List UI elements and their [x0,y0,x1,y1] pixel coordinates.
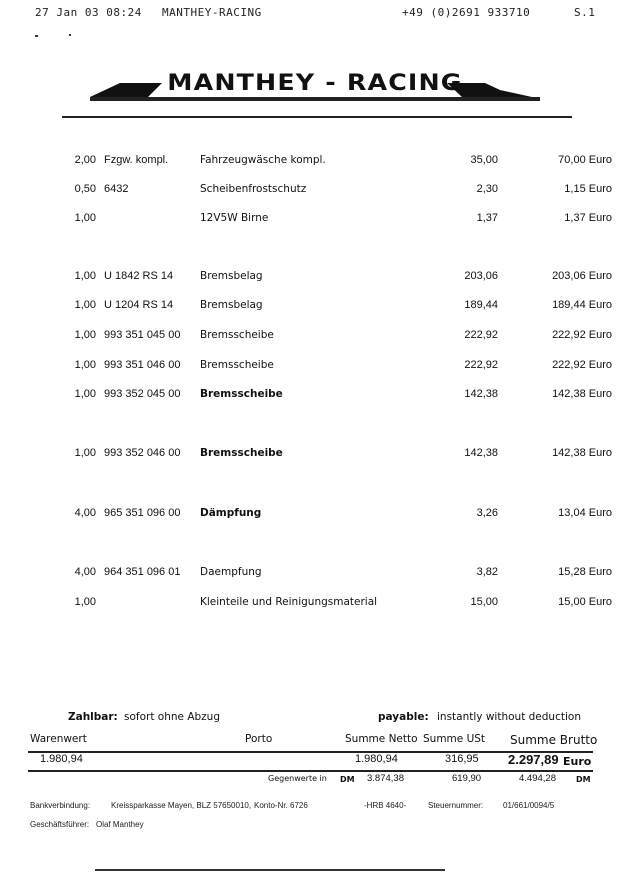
line-item [0,507,624,523]
payment-terms [0,711,624,727]
item-total: 15,28 Euro [558,566,612,578]
header-summe-netto: Summe Netto [345,733,418,745]
fax-page-number: S.1 [574,6,596,19]
bottom-divider [95,869,445,871]
item-article-number: 993 352 046 00 [104,447,181,459]
item-unit-price: 142,38 [464,447,498,459]
item-article-number: 993 351 046 00 [104,359,181,371]
logo-text: MANTHEY - RACING [167,71,463,96]
summary-header-row [0,733,624,749]
dm-currency-end: DM [576,775,591,784]
item-description: Fahrzeugwäsche kompl. [200,154,326,166]
item-description: Bremsscheibe [200,329,274,341]
line-item [0,270,624,286]
item-description: Daempfung [200,566,262,578]
item-quantity: 1,00 [74,329,96,341]
item-unit-price: 3,82 [476,566,498,578]
line-item [0,154,624,170]
line-item [0,566,624,582]
item-article-number: 964 351 096 01 [104,566,181,578]
header-summe-ust: Summe USt [423,733,486,745]
item-total: 1,37 Euro [564,212,612,224]
item-article-number: 993 352 045 00 [104,388,181,400]
payment-value-de: sofort ohne Abzug [124,711,220,723]
item-description: Dämpfung [200,507,262,519]
item-total: 222,92 Euro [552,359,612,371]
item-total: 13,04 Euro [558,507,612,519]
item-description: Bremsbelag [200,270,263,282]
fax-phone: +49 (0)2691 933710 [402,6,531,19]
manager-label: Geschäftsführer: [30,820,90,829]
item-unit-price: 35,00 [470,154,498,166]
item-quantity: 4,00 [74,566,96,578]
scan-speck [69,34,71,36]
header-warenwert: Warenwert [30,733,87,745]
line-item [0,183,624,199]
item-article-number: 993 351 045 00 [104,329,181,341]
item-unit-price: 3,26 [476,507,498,519]
summary-values-row [0,753,624,769]
item-quantity: 1,00 [74,359,96,371]
item-unit-price: 203,06 [464,270,498,282]
payment-value-en: instantly without deduction [437,711,581,723]
value-currency: Euro [563,755,592,768]
item-description: Bremsbelag [200,299,263,311]
dm-ust: 619,90 [452,773,482,784]
item-article-number: U 1842 RS 14 [104,270,174,282]
item-description: Scheibenfrostschutz [200,183,307,195]
line-item [0,299,624,315]
logo-underline [90,97,540,101]
item-total: 15,00 Euro [558,596,612,608]
item-article-number: 965 351 096 00 [104,507,181,519]
item-unit-price: 189,44 [464,299,498,311]
payment-label-en: payable: [378,711,429,723]
summary-dm-row [0,773,624,787]
item-article-number: Fzgw. kompl. [104,154,169,166]
dm-netto: 3.874,38 [367,773,404,784]
item-total: 1,15 Euro [564,183,612,195]
dm-equivalent-label: Gegenwerte in [268,774,327,783]
item-quantity: 1,00 [74,596,96,608]
value-summe-netto: 1.980,94 [355,753,398,765]
item-description: Bremsscheibe [200,359,274,371]
account-number: Konto-Nr. 6726 [254,801,308,810]
item-total: 142,38 Euro [552,447,612,459]
fax-datetime: 27 Jan 03 08:24 [35,6,142,19]
footer-bank-line [0,801,624,813]
item-total: 142,38 Euro [552,388,612,400]
item-unit-price: 222,92 [464,329,498,341]
item-quantity: 4,00 [74,507,96,519]
item-quantity: 1,00 [74,299,96,311]
payment-label-de: Zahlbar: [68,711,118,723]
dm-currency: DM [340,775,355,784]
header-summe-brutto: Summe Brutto [510,733,598,747]
item-unit-price: 1,37 [476,212,498,224]
item-description: Bremsscheibe [200,447,283,459]
line-item [0,359,624,375]
fax-header [0,6,624,22]
summary-divider [28,770,593,772]
tax-number-label: Steuernummer: [428,801,484,810]
footer-manager-line [0,820,624,832]
line-item [0,447,624,463]
item-quantity: 1,00 [74,388,96,400]
item-quantity: 1,00 [74,447,96,459]
line-item [0,388,624,404]
item-article-number: 6432 [104,183,129,195]
bank-details: Kreissparkasse Mayen, BLZ 57650010, [111,801,252,810]
item-quantity: 1,00 [74,212,96,224]
line-item [0,329,624,345]
manager-name: Olaf Manthey [96,820,144,829]
item-total: 203,06 Euro [552,270,612,282]
value-warenwert: 1.980,94 [40,753,83,765]
header-porto: Porto [245,733,273,745]
fax-sender: MANTHEY-RACING [162,6,262,19]
item-unit-price: 15,00 [470,596,498,608]
line-item [0,212,624,228]
bank-label: Bankverbindung: [30,801,91,810]
company-logo [90,70,540,102]
dm-brutto: 4.494,28 [519,773,556,784]
tax-number: 01/661/0094/5 [503,801,555,810]
item-description: 12V5W Birne [200,212,269,224]
line-item [0,596,624,612]
item-unit-price: 222,92 [464,359,498,371]
hrb-number: -HRB 4640- [364,801,407,810]
item-total: 70,00 Euro [558,154,612,166]
value-summe-ust: 316,95 [445,753,479,765]
header-divider [62,116,572,118]
item-quantity: 0,50 [74,183,96,195]
item-total: 189,44 Euro [552,299,612,311]
item-description: Kleinteile und Reinigungsmaterial [200,596,378,608]
item-unit-price: 2,30 [476,183,498,195]
item-description: Bremsscheibe [200,388,283,400]
item-total: 222,92 Euro [552,329,612,341]
item-unit-price: 142,38 [464,388,498,400]
item-quantity: 1,00 [74,270,96,282]
scan-speck [35,35,38,37]
item-quantity: 2,00 [74,154,96,166]
item-article-number: U 1204 RS 14 [104,299,174,311]
value-summe-brutto: 2.297,89 [508,752,559,767]
